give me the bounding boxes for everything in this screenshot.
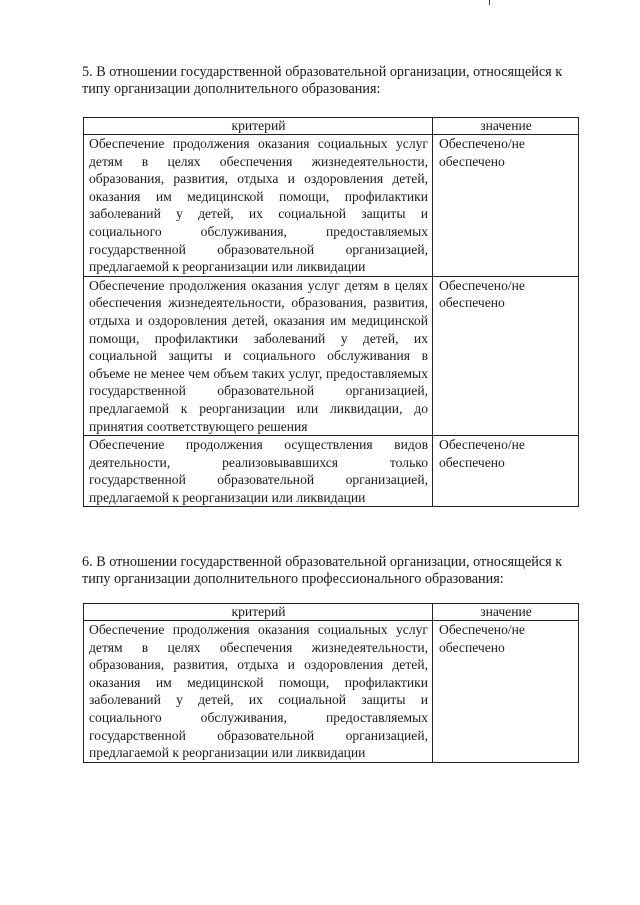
section-6-table — [83, 603, 579, 763]
criterion-cell: Обеспечение продолжения осуществления видов деятельности, реализовывавшихся только государственной образовательной организацией, предлагаемой к реорганизации или ликвидации — [84, 436, 433, 507]
column-header-criterion: критерий — [84, 604, 433, 621]
section-5-heading: 5. В отношении государственной образовательной организации, относящейся к типу организации дополнительного образования: — [82, 64, 563, 97]
value-cell: Обеспечено/не обеспечено — [433, 135, 579, 277]
table-header-row — [84, 118, 579, 135]
column-header-criterion: критерий — [84, 118, 433, 135]
section-5-table — [83, 117, 579, 507]
table-row — [84, 276, 579, 435]
value-cell: Обеспечено/не обеспечено — [433, 276, 579, 435]
page-tick-mark — [489, 0, 490, 5]
column-header-value: значение — [433, 118, 579, 135]
criterion-cell: Обеспечение продолжения оказания услуг детям в целях обеспечения жизнедеятельности, образования, развития, отдыха и оздоровления детей, оказания им медицинской помощи, профилактики заболеваний у детей, их социальной защиты и социального обслуживания в объеме не менее чем объем таких услуг, предоставляемых государственной образовательной организацией, предлагаемой к реорганизации или ликвидации, до принятия соответствующего решения — [84, 276, 433, 435]
section-6-heading: 6. В отношении государственной образовательной организации, относящейся к типу организации дополнительного профессионального образования: — [82, 554, 563, 587]
criterion-cell: Обеспечение продолжения оказания социальных услуг детям в целях обеспечения жизнедеятельности, образования, развития, отдыха и оздоровления детей, оказания им медицинской помощи, профилактики заболеваний у детей, их социальной защиты и социального обслуживания, предоставляемых государственной образовательной организацией, предлагаемой к реорганизации или ликвидации — [84, 135, 433, 277]
column-header-value: значение — [433, 604, 579, 621]
criterion-cell: Обеспечение продолжения оказания социальных услуг детям в целях обеспечения жизнедеятельности, образования, развития, отдыха и оздоровления детей, оказания им медицинской помощи, профилактики заболеваний у детей, их социальной защиты и социального обслуживания, предоставляемых государственной образовательной организацией, предлагаемой к реорганизации или ликвидации — [84, 621, 433, 763]
table-row — [84, 135, 579, 277]
table-header-row — [84, 604, 579, 621]
table-row — [84, 621, 579, 763]
value-cell: Обеспечено/не обеспечено — [433, 621, 579, 763]
table-row — [84, 436, 579, 507]
value-cell: Обеспечено/не обеспечено — [433, 436, 579, 507]
